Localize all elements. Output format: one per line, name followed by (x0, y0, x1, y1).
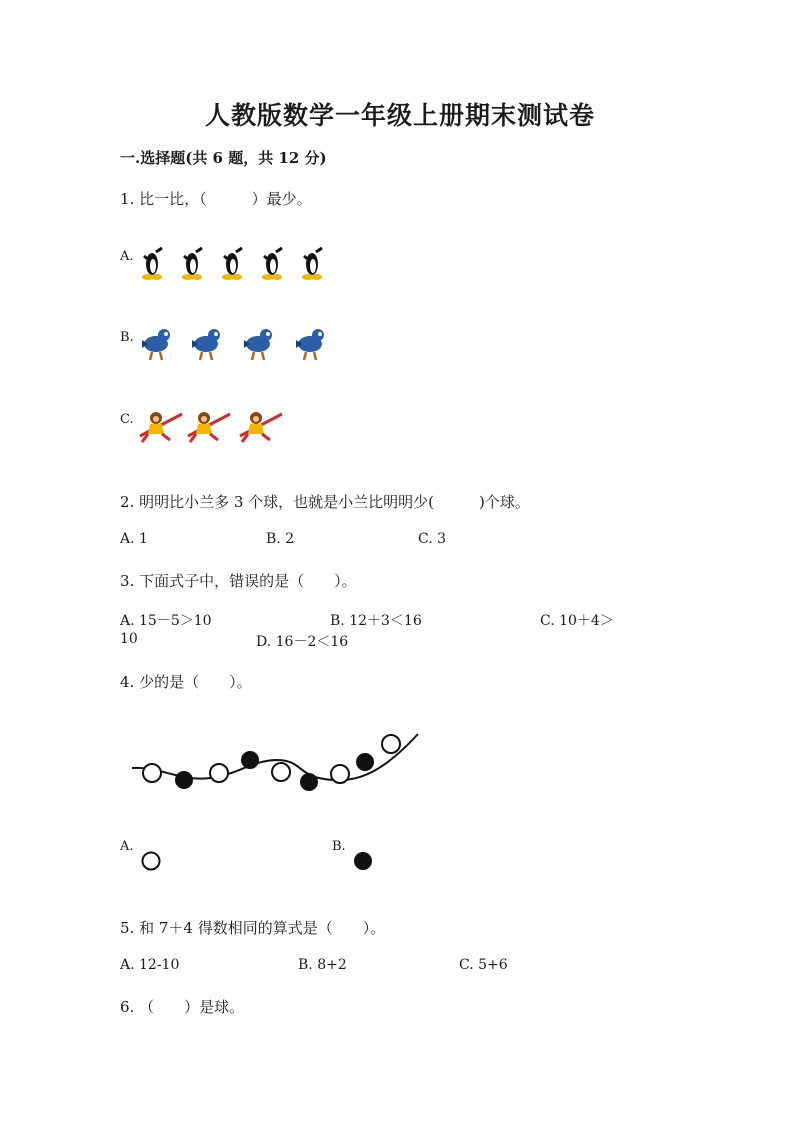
q2-option-a: A. 1 (120, 531, 148, 547)
penguin-icon (222, 248, 242, 280)
monkey-icon (140, 412, 182, 442)
white-bead (272, 763, 290, 781)
black-bead (356, 753, 374, 771)
question-1: 1. 比一比，（ ）最少。 (120, 190, 312, 208)
page-title: 人教版数学一年级上册期末测试卷 (204, 101, 595, 130)
section-heading: 一.选择题(共 6 题，共 12 分) (120, 149, 327, 167)
monkey-icon (240, 412, 282, 442)
q1-option-c-label: C. (120, 412, 134, 427)
q1-option-b-birds (138, 326, 338, 364)
q2-option-c: C. 3 (418, 531, 447, 547)
q1-option-c-monkeys (138, 406, 298, 446)
q5-option-c: C. 5+6 (459, 957, 508, 973)
white-bead (382, 735, 400, 753)
question-3: 3. 下面式子中，错误的是（ ）。 (120, 572, 357, 590)
q5-option-a: A. 12-10 (120, 957, 180, 973)
black-bead (300, 773, 318, 791)
q4-option-b-label: B. (332, 839, 346, 854)
question-4: 4. 少的是（ ）。 (120, 673, 252, 691)
question-5: 5. 和 7＋4 得数相同的算式是（ ）。 (120, 919, 386, 937)
q1-option-b-label: B. (120, 330, 134, 345)
q3-option-d: D. 16－2＜16 (256, 634, 349, 650)
q5-option-b: B. 8+2 (298, 957, 347, 973)
q4-option-b-black-bead (352, 850, 376, 874)
black-bead (175, 771, 193, 789)
q4-option-a-white-bead (140, 850, 164, 874)
bird-icon (142, 329, 170, 360)
white-bead (143, 764, 161, 782)
penguin-icon (302, 248, 322, 280)
q4-option-a-label: A. (120, 839, 134, 854)
white-bead (210, 764, 228, 782)
white-bead (331, 765, 349, 783)
penguin-icon (142, 248, 162, 280)
monkey-icon (188, 412, 230, 442)
q3-option-b: B. 12＋3＜16 (330, 613, 422, 629)
bird-icon (296, 329, 324, 360)
q1-option-a-label: A. (120, 249, 134, 264)
q2-option-b: B. 2 (266, 531, 295, 547)
penguin-icon (182, 248, 202, 280)
penguin-icon (262, 248, 282, 280)
q3-option-c-continued: 10 (120, 631, 138, 647)
bird-icon (244, 329, 272, 360)
bead-string-figure (120, 726, 410, 798)
bird-icon (192, 329, 220, 360)
q3-option-a: A. 15－5＞10 (120, 613, 212, 629)
question-6: 6. （ ）是球。 (120, 998, 245, 1016)
q1-option-a-penguins (136, 246, 336, 284)
black-bead (241, 751, 259, 769)
question-2: 2. 明明比小兰多 3 个球，也就是小兰比明明少( )个球。 (120, 493, 530, 511)
q3-option-c: C. 10＋4＞ (540, 613, 614, 629)
